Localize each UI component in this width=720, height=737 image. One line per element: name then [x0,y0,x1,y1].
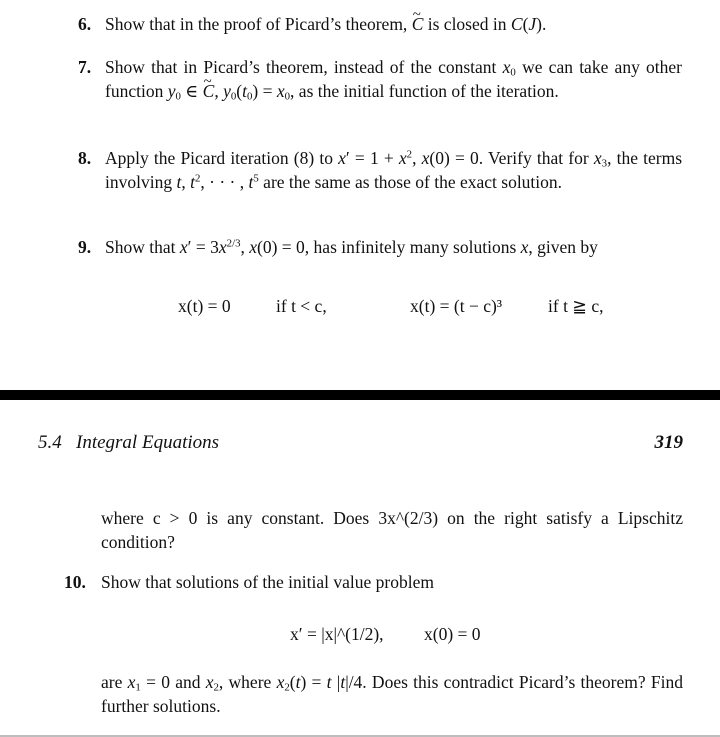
p9-right-formula: x(t) = (t − c)³ [410,296,503,316]
running-head: 5.4 Integral Equations [38,432,220,453]
problem-text: Show that $x' = 3x^{2/3}$, x(0) = 0, has infinitely many solutions x, given by [105,237,598,257]
page-bottom [0,400,720,737]
problem-10 [64,570,682,594]
problem-text: Show that in Picard’s theorem, instead of the constant $x_0$ we can take any other function $y_0$ ∈ ~ C, $y_0(t_0) = x_0$, as the initial function of the iteration. [105,55,682,103]
p9-right-condition: if t ≧ c, [548,296,604,316]
problem-7 [78,55,682,103]
problem-10-continuation: are $x_1 = 0$ and $x_2$, where $x_2(t) = t$ |t|/4. Does this contradict Picard’s theorem? Find further solutions. [101,672,683,716]
p9-left-formula: x(t) = 0 [178,296,231,316]
continuation-text: where c > 0 is any constant. Does 3x^(2/3) on the right satisfy a Lipschitz condition? [101,508,683,552]
page-number: 319 [654,432,683,453]
problem-text: Show that in the proof of Picard’s theorem, ~ C is closed in C(J). [105,12,682,36]
problem-text: Apply the Picard iteration (8) to $x' = 1 + x^2$, x(0) = 0. Verify that for $x_3$, the terms involving t, $t^2$, · · · , $t^5$ are the same as those of the exact solution. [105,148,683,192]
p10-right-formula: x(0) = 0 [424,624,481,644]
problem-number: 8. [78,148,92,168]
problem-number: 10. [64,572,86,592]
p9-left-condition: if t < c, [276,296,327,316]
problem-text: Show that solutions of the initial value problem [101,572,434,592]
problem-number: 6. [78,14,92,34]
problem-number: 9. [78,237,92,257]
problem-6 [78,12,682,36]
p10-left-formula: x′ = |x|^(1/2), [290,624,384,644]
page-divider [0,390,720,400]
problem-number: 7. [78,57,92,77]
problem-8 [78,146,682,194]
problem-9 [78,235,682,259]
